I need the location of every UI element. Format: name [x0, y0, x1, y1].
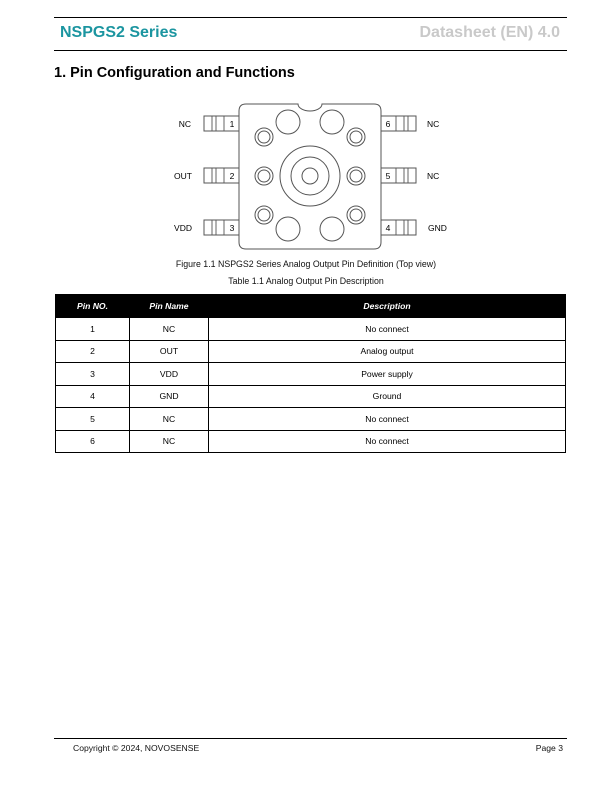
- pin-5-name: NC: [427, 171, 440, 181]
- footer-copyright: Copyright © 2024, NOVOSENSE: [73, 743, 200, 753]
- cell-pin-no: 5: [56, 408, 130, 431]
- pin-3-name: VDD: [174, 223, 192, 233]
- header-pin-name: Pin Name: [130, 295, 209, 318]
- pin-5-number: 5: [385, 171, 391, 181]
- header-description: Description: [209, 295, 566, 318]
- pin-1-name: NC: [178, 119, 191, 129]
- cell-description: No connect: [209, 430, 566, 453]
- pin-4-number: 4: [385, 223, 391, 233]
- table-header-row: [56, 295, 566, 318]
- right-top-ring-inner: [350, 131, 362, 143]
- pin-6-name: NC: [427, 119, 440, 129]
- pin-2-number: 2: [229, 171, 235, 181]
- cell-pin-no: 1: [56, 318, 130, 341]
- cell-pin-name: NC: [130, 318, 209, 341]
- cell-description: Ground: [209, 385, 566, 408]
- pin-2-name: OUT: [174, 171, 192, 181]
- header-series-title: NSPGS2 Series: [60, 24, 178, 41]
- cell-pin-name: VDD: [130, 363, 209, 386]
- table-row: [56, 408, 566, 431]
- cell-pin-no: 4: [56, 385, 130, 408]
- top-right-boss: [320, 110, 344, 134]
- pin-3-number: 3: [229, 223, 235, 233]
- package-body: [239, 104, 381, 249]
- bottom-left-boss: [276, 217, 300, 241]
- bottom-right-boss: [320, 217, 344, 241]
- right-bottom-ring-inner: [350, 209, 362, 221]
- pin-6-number: 6: [385, 119, 391, 129]
- cell-description: Analog output: [209, 340, 566, 363]
- cell-description: No connect: [209, 318, 566, 341]
- table-row: [56, 363, 566, 386]
- left-bottom-ring-inner: [258, 209, 270, 221]
- pin-description-table: [55, 294, 566, 453]
- header-top-rule: [54, 17, 567, 18]
- left-top-ring-inner: [258, 131, 270, 143]
- table-row: [56, 385, 566, 408]
- cell-description: Power supply: [209, 363, 566, 386]
- top-left-boss: [276, 110, 300, 134]
- footer-page-number: Page 3: [535, 743, 563, 753]
- cell-pin-name: OUT: [130, 340, 209, 363]
- port-inner-ring: [302, 168, 318, 184]
- figure-caption: Figure 1.1 NSPGS2 Series Analog Output Pin Definition (Top view): [175, 259, 437, 269]
- header-pin-no: Pin NO.: [56, 295, 130, 318]
- footer-rule: [54, 738, 567, 739]
- table-caption: Table 1.1 Analog Output Pin Description: [228, 276, 384, 286]
- header-bottom-rule: [54, 50, 567, 51]
- table-row: [56, 340, 566, 363]
- section-title: 1. Pin Configuration and Functions: [54, 65, 295, 81]
- table-row: [56, 318, 566, 341]
- table-row: [56, 430, 566, 453]
- port-outer-ring: [280, 146, 340, 206]
- cell-pin-no: 3: [56, 363, 130, 386]
- package-pin-diagram: [170, 98, 460, 253]
- header-doc-label: Datasheet (EN) 4.0: [419, 24, 560, 41]
- port-middle-ring: [291, 157, 329, 195]
- cell-pin-name: NC: [130, 408, 209, 431]
- left-mid-ring-inner: [258, 170, 270, 182]
- right-mid-ring-inner: [350, 170, 362, 182]
- cell-description: No connect: [209, 408, 566, 431]
- pin-4-name: GND: [428, 223, 447, 233]
- cell-pin-name: NC: [130, 430, 209, 453]
- cell-pin-no: 6: [56, 430, 130, 453]
- pin-1-number: 1: [229, 119, 235, 129]
- cell-pin-no: 2: [56, 340, 130, 363]
- cell-pin-name: GND: [130, 385, 209, 408]
